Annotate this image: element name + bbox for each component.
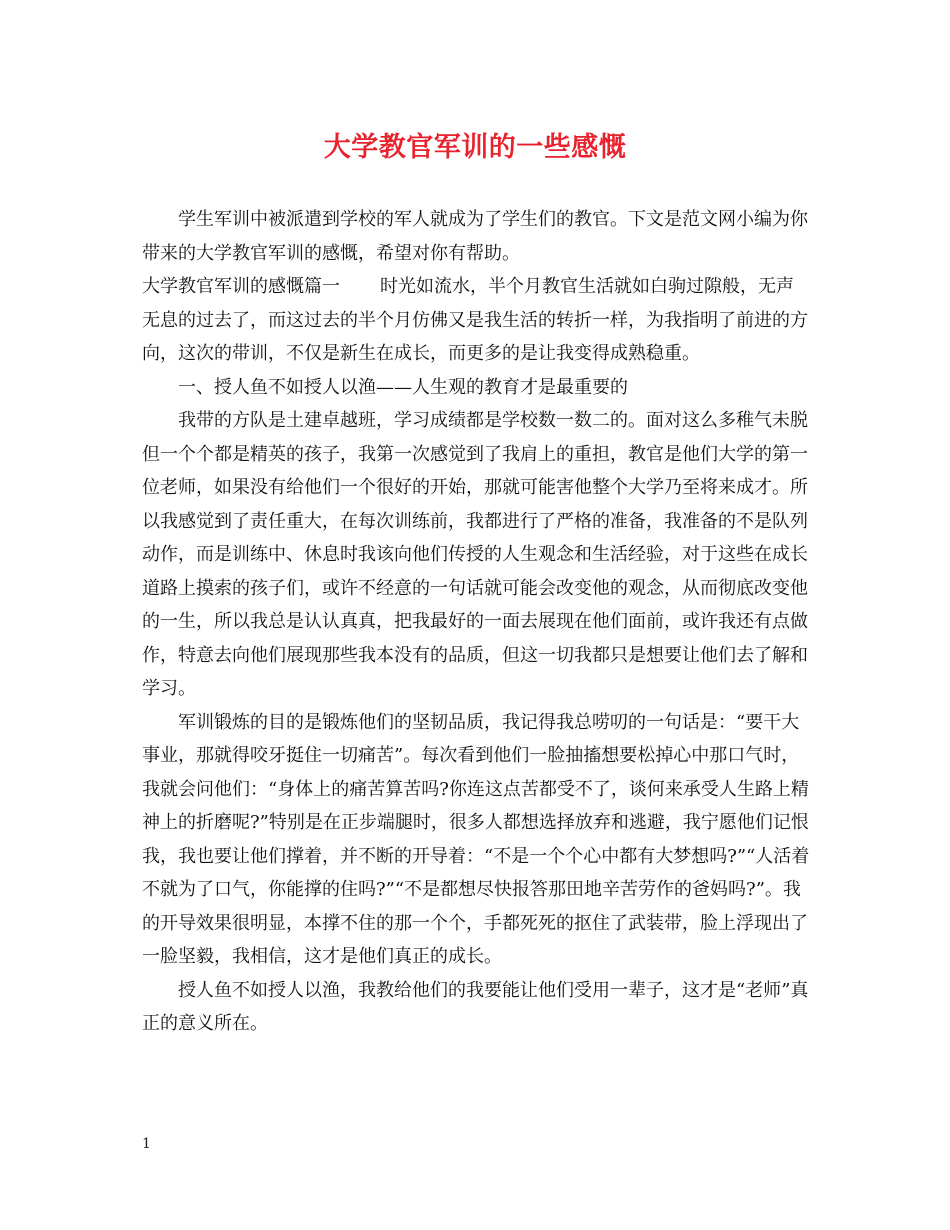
section-heading: 大学教官军训的感慨篇一 — [142, 276, 340, 297]
document-body — [142, 203, 810, 1041]
paragraph-subheading: 一、授人鱼不如授人以渔——人生观的教育才是最重要的 — [178, 376, 628, 398]
paragraph-conclusion: 授人鱼不如授人以渔，我教给他们的我要能让他们受用一辈子，这才是“老师”真正的意义所在。 — [142, 979, 809, 1034]
page-title: 大学教官军训的一些感慨 — [323, 132, 627, 163]
paragraph-intro: 学生军训中被派遣到学校的军人就成为了学生们的教官。下文是范文网小编为你带来的大学教官军训的感慨，希望对你有帮助。 — [142, 209, 808, 264]
paragraph-section-one — [142, 270, 810, 371]
paragraph-training: 军训锻炼的目的是锻炼他们的坚韧品质，我记得我总唠叨的一句话是：“要干大事业，那就得咬牙挺住一切痛苦”。每次看到他们一脸抽搐想要松掉心中那口气时，我就会问他们：“身体上的痛苦算苦吗?你连这点苦都受不了，谈何来承受人生路上精神上的折磨呢?”特别是在正步端腿时，很多人都想选择放弃和逃避，我宁愿他们记恨我，我也要让他们撑着，并不断的开导着：“不是一个个心中都有大梦想吗?”“人活着不就为了口气，你能撑的住吗?”“不是都想尽快报答那田地辛苦劳作的爸妈吗?”。我的开导效果很明显，本撑不住的那一个个，手都死死的抠住了武装带，脸上浮现出了一脸坚毅，我相信，这才是他们真正的成长。 — [142, 711, 810, 967]
paragraph-squad: 我带的方队是土建卓越班，学习成绩都是学校数一数二的。面对这么多稚气未脱但一个个都是精英的孩子，我第一次感觉到了我肩上的重担，教官是他们大学的第一位老师，如果没有给他们一个很好的开始，那就可能害他整个大学乃至将来成才。所以我感觉到了责任重大，在每次训练前，我都进行了严格的准备，我准备的不是队列动作，而是训练中、休息时我该向他们传授的人生观念和生活经验，对于这些在成长道路上摸索的孩子们，或许不经意的一句话就可能会改变他的观念，从而彻底改变他的一生，所以我总是认认真真，把我最好的一面去展现在他们面前，或许我还有点做作，特意去向他们展现那些我本没有的品质，但这一切我都只是想要让他们去了解和学习。 — [142, 410, 808, 699]
section-one-text: 时光如流水，半个月教官生活就如白驹过隙般，无声无息的过去了，而这过去的半个月仿佛又是我生活的转折一样，为我指明了前进的方向，这次的带训，不仅是新生在成长，而更多的是让我变得成熟稳重。 — [142, 276, 808, 364]
page-number: 1 — [142, 1136, 151, 1152]
